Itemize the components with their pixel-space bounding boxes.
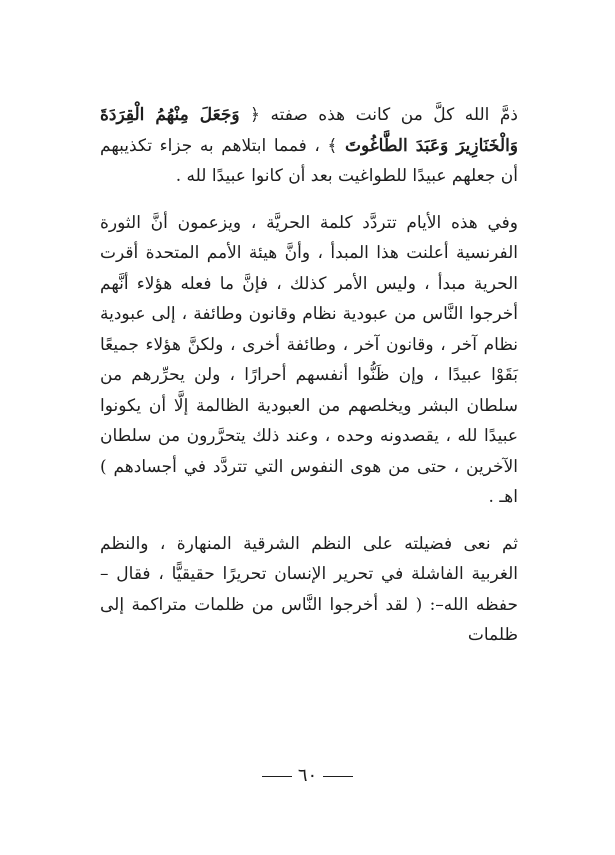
dash-decoration <box>323 776 353 777</box>
body-text <box>100 100 518 651</box>
paragraph-3: ثم نعى فضيلته على النظم الشرقية المنهارة ، والنظم الغربية الفاشلة في تحرير الإنسان تحريرًا حقيقيًّا ، فقال – حفظه الله–: ( لقد أخرجوا النَّاس من ظلمات متراكمة إلى ظلمات <box>100 533 518 645</box>
paragraph-2: وفي هذه الأيام تتردَّد كلمة الحريَّة ، ويزعمون أنَّ الثورة الفرنسية أعلنت هذا المبدأ ، وأنَّ هيئة الأمم المتحدة أقرت الحرية مبدأ ، وليس الأمر كذلك ، فإنَّ ما فعله هؤلاء أنَّهم أخرجوا النَّاس من عبودية نظام وقانون وطائفة ، إلى عبودية نظام آخر ، وقانون آخر ، وطائفة أخرى ، ولكنَّ هؤلاء جميعًا بَقَوْا عبيدًا ، وإن ظَنُّوا أنفسهم أحرارًا ، ولن يحرِّرهم من سلطان البشر ويخلصهم من العبودية الظالمة إلَّا أن يكونوا عبيدًا لله ، يقصدونه وحده ، وعند ذلك يتحرَّرون من سلطان الآخرين ، حتى من هوى النفوس التي تتردَّد في أجسادهم ) اهـ . <box>100 212 518 507</box>
page-number <box>0 765 615 786</box>
page-number-value: ٦٠ <box>297 765 318 786</box>
dash-decoration <box>262 776 292 777</box>
paragraph-1 <box>100 100 518 192</box>
paragraph-1-text-before: ذمَّ الله كلَّ من كانت هذه صفته ﴿ <box>239 105 518 125</box>
quran-verse: وَجَعَلَ مِنْهُمُ الْقِرَدَةَ وَالْخَنَازِيرَ وَعَبَدَ الطَّاغُوتَ <box>100 105 518 156</box>
paragraph-1-text-after: ﴾ ، فمما ابتلاهم به جزاء تكذيبهم أن جعلهم عبيدًا للطواغيت بعد أن كانوا عبيدًا لله . <box>100 135 518 186</box>
